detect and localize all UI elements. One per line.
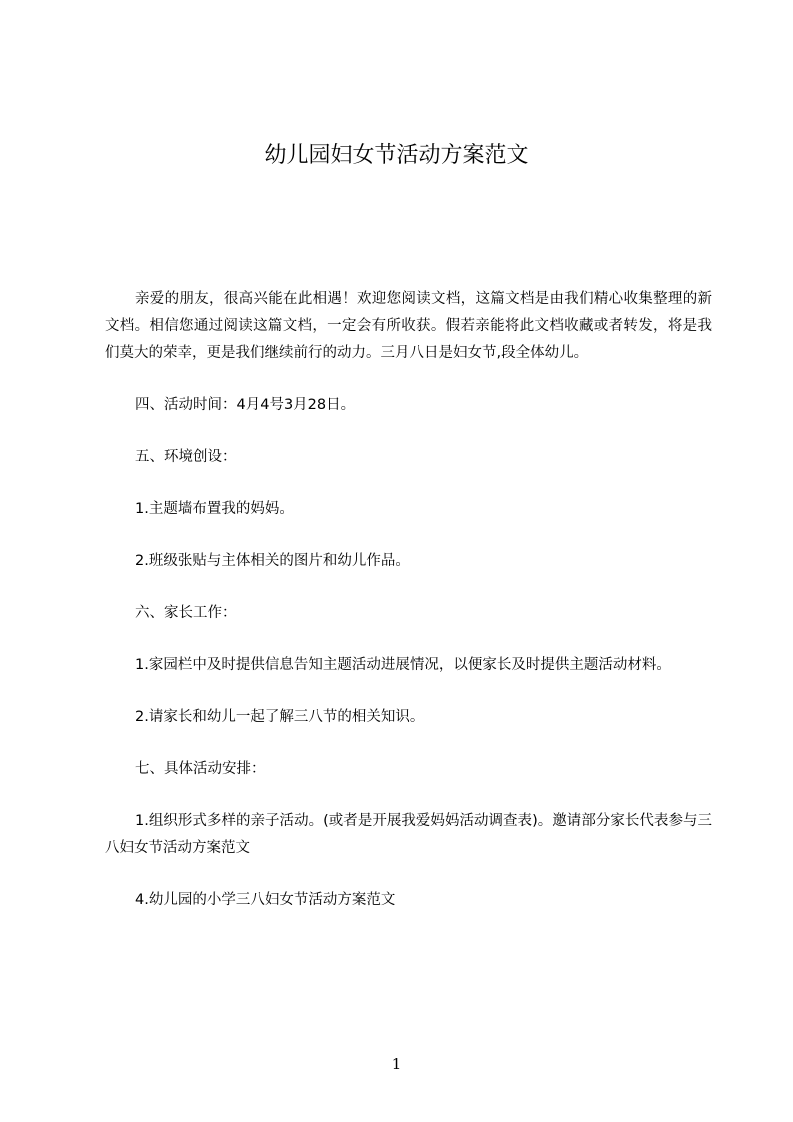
activity-arrangement-heading: 七、具体活动安排： bbox=[135, 761, 266, 777]
page-number: 1 bbox=[391, 1055, 402, 1073]
activity-time-heading: 四、活动时间：4月4号3月28日。 bbox=[135, 397, 356, 413]
environment-heading: 五、环境创设： bbox=[135, 449, 237, 465]
parent-work-heading: 六、家长工作： bbox=[135, 605, 237, 621]
parent-work-item-2: 2.请家长和幼儿一起了解三八节的相关知识。 bbox=[135, 709, 425, 725]
intro-paragraph: 亲爱的朋友，很高兴能在此相遇！欢迎您阅读文档，这篇文档是由我们精心收集整理的新文档。相信您通过阅读这篇文档，一定会有所收获。假若亲能将此文档收藏或者转发，将是我们莫大的荣幸，更是我们继续前行的动力。三月八日是妇女节,段全体幼儿。 bbox=[105, 291, 712, 361]
environment-item-2: 2.班级张贴与主体相关的图片和幼儿作品。 bbox=[135, 553, 410, 569]
parent-work-item-1: 1.家园栏中及时提供信息告知主题活动进展情况，以便家长及时提供主题活动材料。 bbox=[135, 657, 671, 673]
document-title: 幼儿园妇女节活动方案范文 bbox=[264, 143, 529, 168]
document-body bbox=[105, 286, 712, 939]
activity-arrangement-item-4: 4.幼儿园的小学三八妇女节活动方案范文 bbox=[135, 892, 396, 908]
activity-arrangement-item-1: 1.组织形式多样的亲子活动。(或者是开展我爱妈妈活动调查表)。邀请部分家长代表参与三八妇女节活动方案范文 bbox=[105, 813, 712, 856]
environment-item-1: 1.主题墙布置我的妈妈。 bbox=[135, 501, 294, 517]
